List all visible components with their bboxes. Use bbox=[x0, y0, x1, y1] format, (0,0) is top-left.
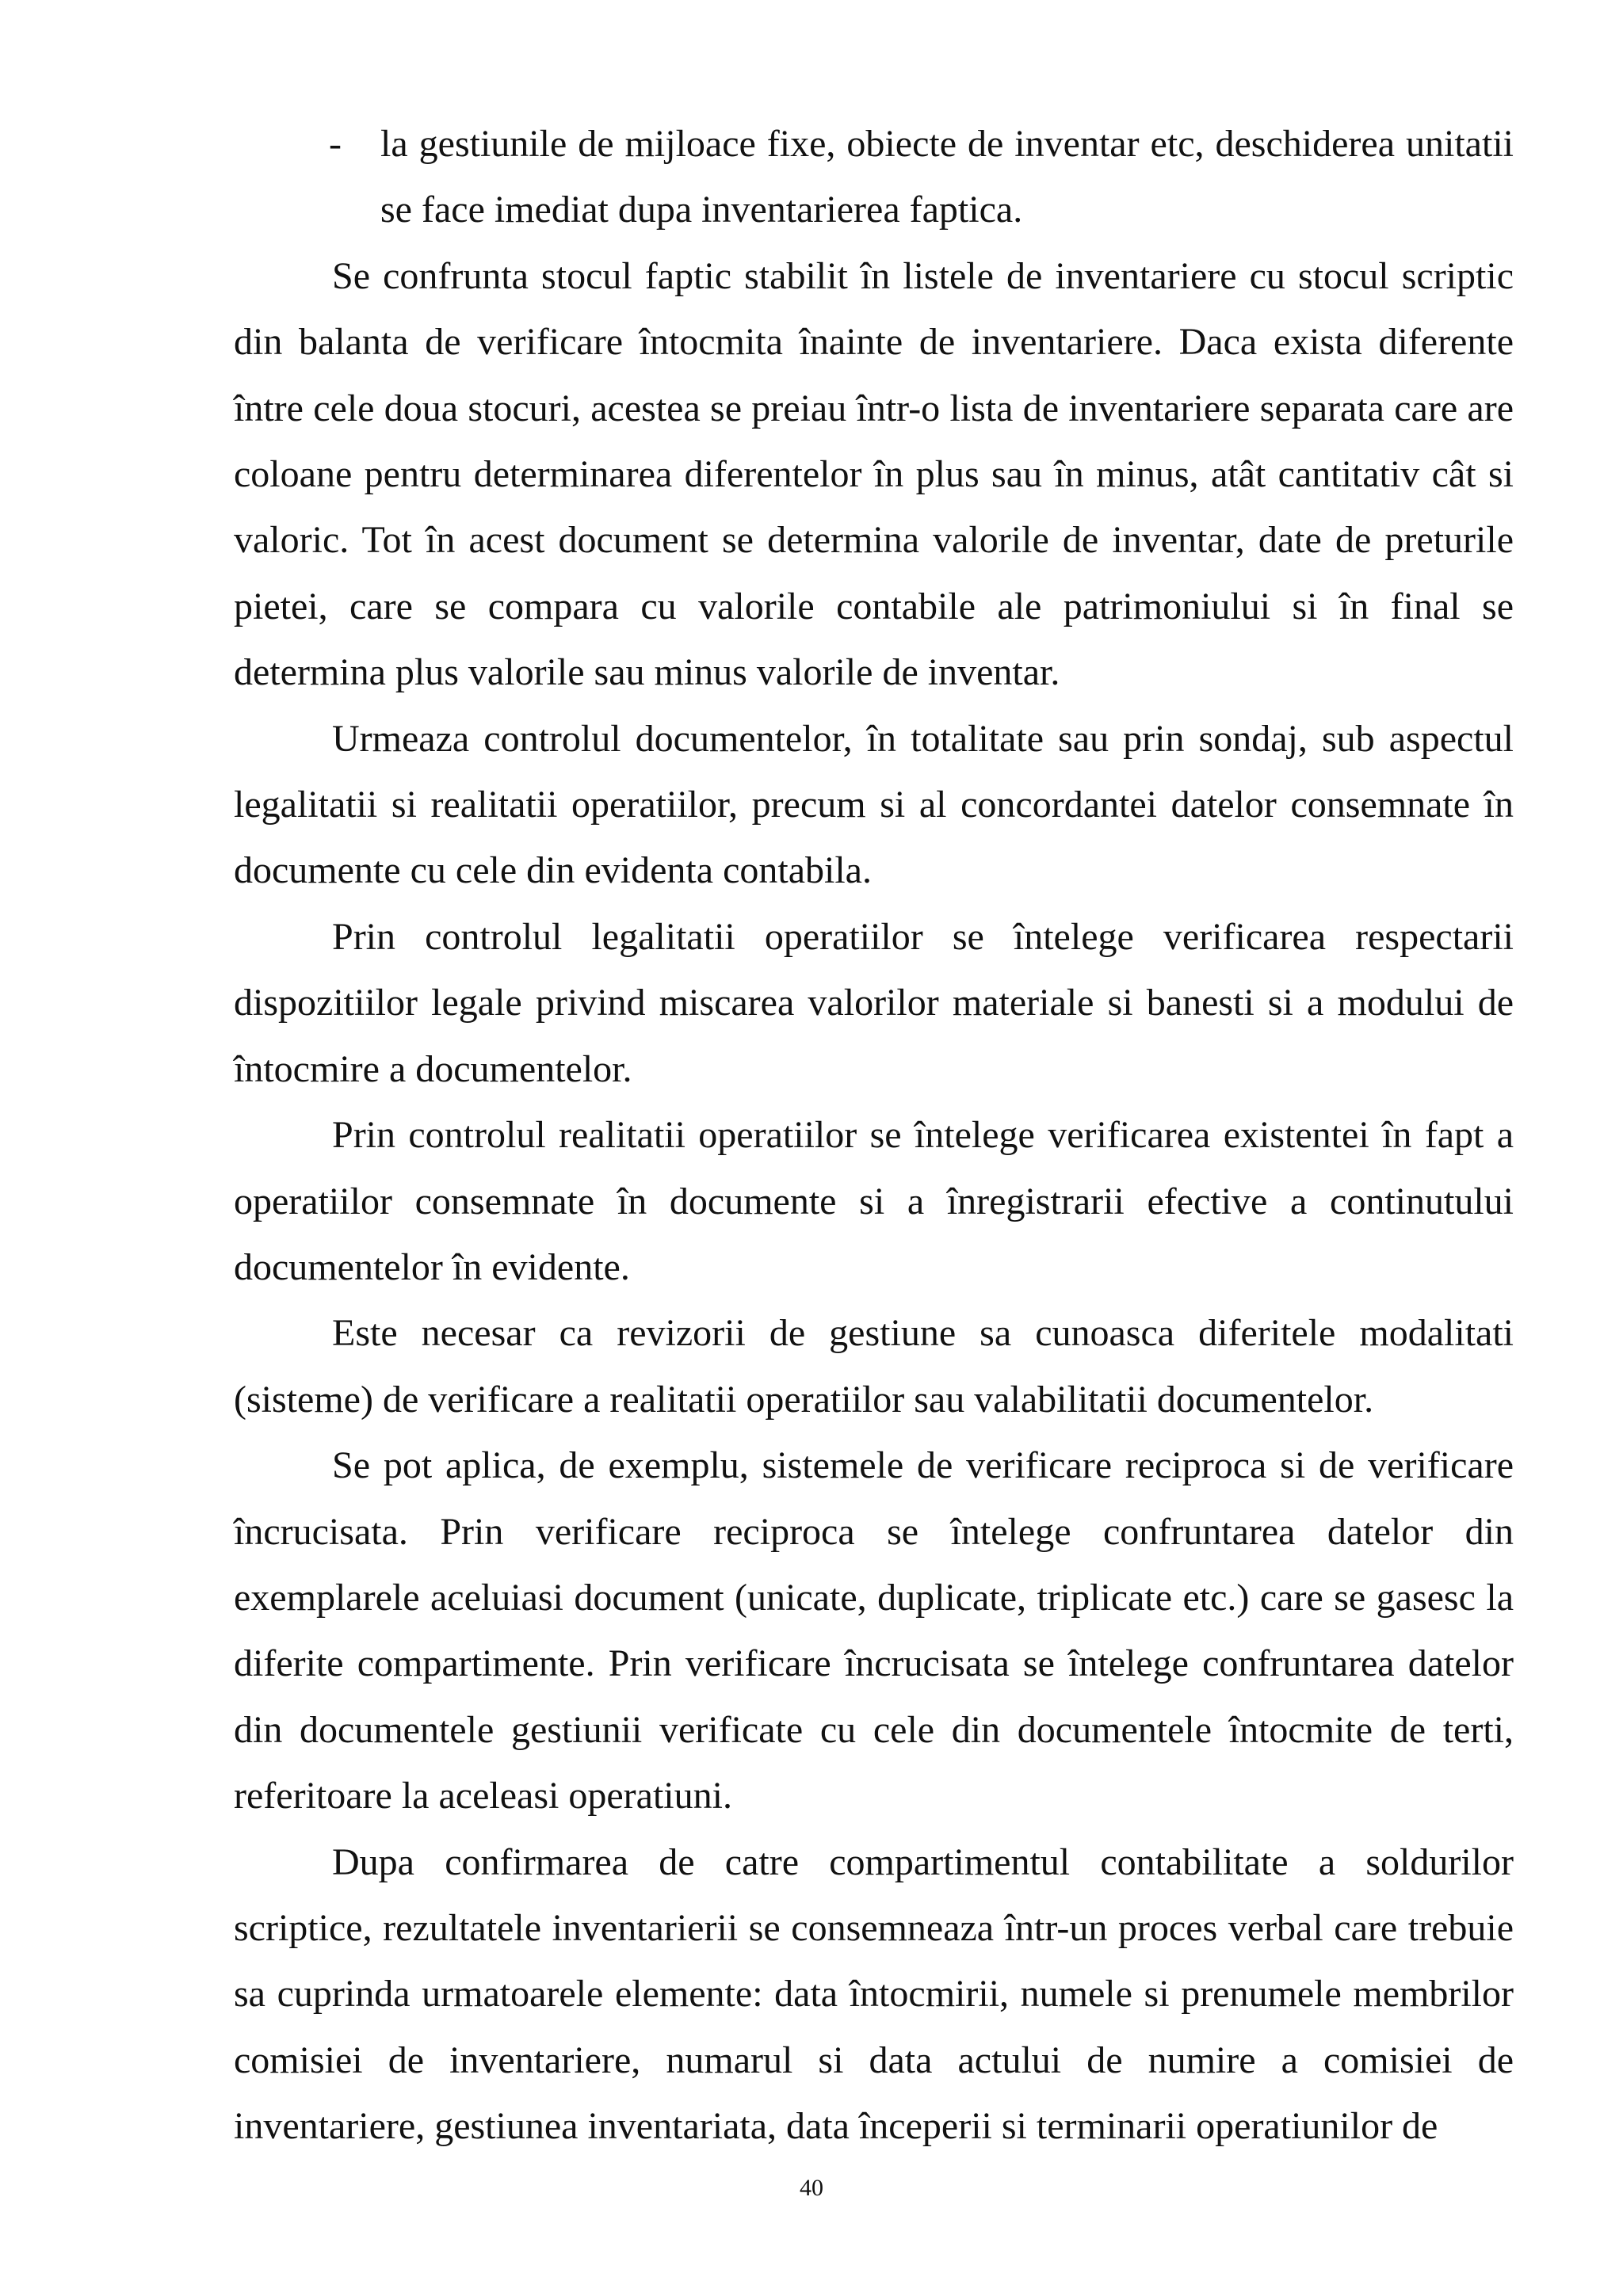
page-body bbox=[234, 111, 1514, 2160]
paragraph-cross-verification: Se pot aplica, de exemplu, sistemele de verificare reciproca si de verificare încrucisata. Prin verificare reciproca se întelege confruntarea datelor din exemplarele aceluiasi document (unicate, duplicate, triplicate etc.) care se gasesc la diferite compartimente. Prin verificare încrucisata se întelege confruntarea datelor din documentele gestiunii verificate cu cele din documentele întocmite de terti, referitoare la aceleasi operatiuni. bbox=[234, 1444, 1514, 1817]
bullet-dash: - bbox=[329, 123, 342, 165]
paragraph-inventory-report: Dupa confirmarea de catre compartimentul contabilitate a soldurilor scriptice, rezultatele inventarierii se consemneaza într-un proces verbal care trebuie sa cuprinda urmatoarele elemente: data întocmirii, numele si prenumele membrilor comisiei de inventariere, numarul si data actului de numire a comisiei de inventariere, gestiunea inventariata, data începerii si terminarii operatiunilor de bbox=[234, 1840, 1514, 2148]
bullet-item bbox=[234, 111, 1514, 243]
paragraph-verification-systems: Este necesar ca revizorii de gestiune sa cunoasca diferitele modalitati (sisteme) de verificare a realitatii operatiilor sau valabilitatii documentelor. bbox=[234, 1312, 1514, 1421]
paragraph-legality-control: Prin controlul legalitatii operatiilor se întelege verificarea respectarii dispozitiilor legale privind miscarea valorilor materiale si banesti si a modului de întocmire a documentelor. bbox=[234, 915, 1514, 1090]
paragraph-reality-control: Prin controlul realitatii operatiilor se întelege verificarea existentei în fapt a operatiilor consemnate în documente si a înregistrarii efective a continutului documentelor în evidente. bbox=[234, 1114, 1514, 1288]
paragraph-stock-comparison: Se confrunta stocul faptic stabilit în listele de inventariere cu stocul scriptic din balanta de verificare întocmita înainte de inventariere. Daca exista diferente între cele doua stocuri, acestea se preiau într-o lista de inventariere separata care are coloane pentru determinarea diferentelor în plus sau în minus, atât cantitativ cât si valoric. Tot în acest document se determina valorile de inventar, date de preturile pietei, care se compara cu valorile contabile ale patrimoniului si în final se determina plus valorile sau minus valorile de inventar. bbox=[234, 254, 1514, 694]
bullet-text: la gestiunile de mijloace fixe, obiecte de inventar etc, deschiderea unitatii se face imediat dupa inventarierea faptica. bbox=[380, 123, 1514, 231]
paragraph-document-control: Urmeaza controlul documentelor, în totalitate sau prin sondaj, sub aspectul legalitatii si realitatii operatiilor, precum si al concordantei datelor consemnate în documente cu cele din evidenta contabila. bbox=[234, 717, 1514, 892]
page-number: 40 bbox=[800, 2175, 823, 2201]
